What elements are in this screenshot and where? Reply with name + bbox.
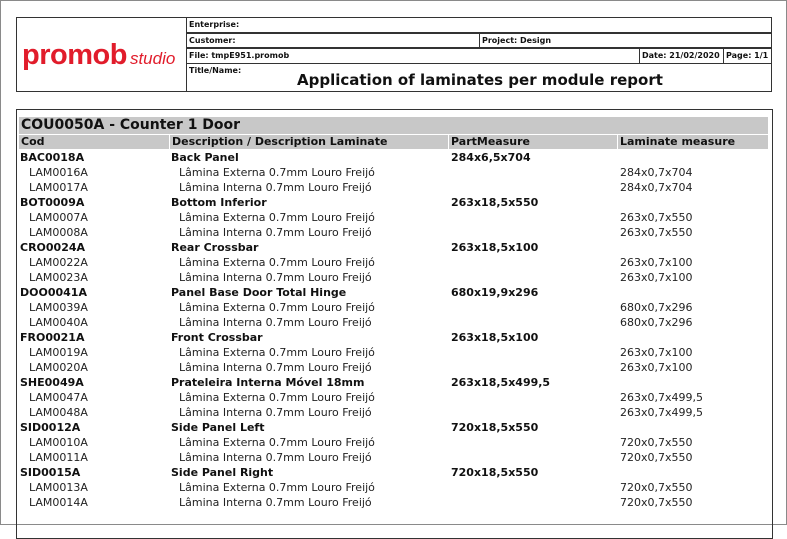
laminate-description: Lâmina Externa 0.7mm Louro Freijó — [179, 256, 375, 269]
laminate-measure: 720x0,7x550 — [620, 451, 693, 464]
promob-studio-logo — [22, 39, 175, 72]
laminate-code: LAM0039A — [29, 301, 88, 314]
laminate-measure: 263x0,7x100 — [620, 271, 693, 284]
laminate-description: Lâmina Interna 0.7mm Louro Freijó — [179, 226, 372, 239]
report-body — [16, 109, 773, 539]
laminate-description: Lâmina Interna 0.7mm Louro Freijó — [179, 316, 372, 329]
date-label: Date: 21/02/2020 — [642, 51, 720, 60]
laminate-row — [17, 450, 772, 465]
logo-cell — [17, 18, 187, 91]
enterprise-label: Enterprise: — [189, 20, 240, 29]
laminate-measure: 263x0,7x499,5 — [620, 391, 703, 404]
part-row — [17, 330, 772, 345]
laminate-measure: 284x0,7x704 — [620, 166, 693, 179]
laminate-measure: 680x0,7x296 — [620, 316, 693, 329]
part-code: SID0015A — [20, 466, 81, 479]
laminate-row — [17, 270, 772, 285]
laminate-measure: 263x0,7x100 — [620, 361, 693, 374]
laminate-code: LAM0047A — [29, 391, 88, 404]
laminate-description: Lâmina Interna 0.7mm Louro Freijó — [179, 406, 372, 419]
enterprise-row — [187, 18, 772, 34]
laminate-row — [17, 405, 772, 420]
part-description: Side Panel Right — [171, 466, 274, 479]
laminate-row — [17, 210, 772, 225]
laminate-code: LAM0007A — [29, 211, 88, 224]
divider — [639, 49, 640, 63]
laminate-code: LAM0022A — [29, 256, 88, 269]
laminate-code: LAM0010A — [29, 436, 88, 449]
laminate-measure: 720x0,7x550 — [620, 496, 693, 509]
part-code: SHE0049A — [20, 376, 84, 389]
file-row — [187, 49, 772, 64]
laminate-description: Lâmina Externa 0.7mm Louro Freijó — [179, 481, 375, 494]
part-row — [17, 150, 772, 165]
part-measure: 263x18,5x100 — [451, 241, 539, 254]
laminate-description: Lâmina Externa 0.7mm Louro Freijó — [179, 346, 375, 359]
laminate-measure: 263x0,7x550 — [620, 211, 693, 224]
laminate-measure: 263x0,7x550 — [620, 226, 693, 239]
title-row — [187, 64, 772, 91]
laminate-code: LAM0017A — [29, 181, 88, 194]
report-header — [16, 17, 772, 92]
part-measure: 263x18,5x100 — [451, 331, 539, 344]
title-name-label: Title/Name: — [189, 66, 242, 75]
laminate-description: Lâmina Externa 0.7mm Louro Freijó — [179, 391, 375, 404]
laminate-description: Lâmina Interna 0.7mm Louro Freijó — [179, 271, 372, 284]
laminate-description: Lâmina Externa 0.7mm Louro Freijó — [179, 436, 375, 449]
laminate-row — [17, 315, 772, 330]
part-description: Side Panel Left — [171, 421, 265, 434]
laminate-measure: 720x0,7x550 — [620, 436, 693, 449]
part-measure: 720x18,5x550 — [451, 421, 539, 434]
divider — [723, 49, 724, 63]
laminate-row — [17, 390, 772, 405]
logo-sub-text: studio — [129, 49, 176, 68]
laminate-row — [17, 360, 772, 375]
laminate-description: Lâmina Externa 0.7mm Louro Freijó — [179, 166, 375, 179]
part-measure: 263x18,5x550 — [451, 196, 539, 209]
column-header-laminate-measure: Laminate measure — [618, 135, 768, 149]
part-measure: 284x6,5x704 — [451, 151, 531, 164]
laminate-row — [17, 495, 772, 510]
laminate-code: LAM0008A — [29, 226, 88, 239]
laminate-row — [17, 180, 772, 195]
part-code: CRO0024A — [20, 241, 86, 254]
part-row — [17, 375, 772, 390]
file-label: File: tmpE951.promob — [189, 51, 290, 60]
page-label: Page: 1/1 — [726, 51, 769, 60]
part-description: Prateleira Interna Móvel 18mm — [171, 376, 365, 389]
laminate-code: LAM0023A — [29, 271, 88, 284]
part-code: DOO0041A — [20, 286, 87, 299]
laminate-description: Lâmina Interna 0.7mm Louro Freijó — [179, 181, 372, 194]
laminate-code: LAM0019A — [29, 346, 88, 359]
part-measure: 680x19,9x296 — [451, 286, 539, 299]
laminate-description: Lâmina Interna 0.7mm Louro Freijó — [179, 361, 372, 374]
laminate-row — [17, 435, 772, 450]
laminate-row — [17, 480, 772, 495]
laminate-row — [17, 345, 772, 360]
laminate-description: Lâmina Interna 0.7mm Louro Freijó — [179, 496, 372, 509]
part-code: BAC0018A — [20, 151, 85, 164]
laminate-measure: 263x0,7x100 — [620, 346, 693, 359]
laminate-code: LAM0014A — [29, 496, 88, 509]
laminate-code: LAM0048A — [29, 406, 88, 419]
laminate-measure: 680x0,7x296 — [620, 301, 693, 314]
customer-row — [187, 34, 772, 49]
laminate-measure: 720x0,7x550 — [620, 481, 693, 494]
customer-label: Customer: — [189, 36, 236, 45]
divider — [479, 34, 480, 47]
laminate-code: LAM0040A — [29, 316, 88, 329]
laminate-row — [17, 255, 772, 270]
part-row — [17, 240, 772, 255]
project-label: Project: Design — [482, 36, 552, 45]
laminate-measure: 284x0,7x704 — [620, 181, 693, 194]
part-row — [17, 465, 772, 480]
part-measure: 720x18,5x550 — [451, 466, 539, 479]
laminate-code: LAM0011A — [29, 451, 88, 464]
part-row — [17, 285, 772, 300]
parts-list — [17, 150, 772, 510]
laminate-row — [17, 300, 772, 315]
part-description: Rear Crossbar — [171, 241, 259, 254]
laminate-code: LAM0016A — [29, 166, 88, 179]
column-header-part-measure: PartMeasure — [449, 135, 617, 149]
part-description: Panel Base Door Total Hinge — [171, 286, 347, 299]
part-code: SID0012A — [20, 421, 81, 434]
part-description: Back Panel — [171, 151, 239, 164]
column-header-description: Description / Description Laminate — [170, 135, 448, 149]
laminate-measure: 263x0,7x499,5 — [620, 406, 703, 419]
column-header-cod: Cod — [19, 135, 169, 149]
part-code: FRO0021A — [20, 331, 85, 344]
logo-main-text: promob — [22, 39, 127, 71]
laminate-row — [17, 165, 772, 180]
laminate-code: LAM0020A — [29, 361, 88, 374]
laminate-description: Lâmina Externa 0.7mm Louro Freijó — [179, 211, 375, 224]
laminate-code: LAM0013A — [29, 481, 88, 494]
part-measure: 263x18,5x499,5 — [451, 376, 551, 389]
module-title: COU0050A - Counter 1 Door — [19, 117, 768, 134]
laminate-description: Lâmina Externa 0.7mm Louro Freijó — [179, 301, 375, 314]
part-row — [17, 195, 772, 210]
part-description: Front Crossbar — [171, 331, 263, 344]
laminate-row — [17, 225, 772, 240]
laminate-description: Lâmina Interna 0.7mm Louro Freijó — [179, 451, 372, 464]
part-row — [17, 420, 772, 435]
laminate-measure: 263x0,7x100 — [620, 256, 693, 269]
report-title: Application of laminates per module report — [297, 71, 663, 89]
part-description: Bottom Inferior — [171, 196, 267, 209]
part-code: BOT0009A — [20, 196, 85, 209]
